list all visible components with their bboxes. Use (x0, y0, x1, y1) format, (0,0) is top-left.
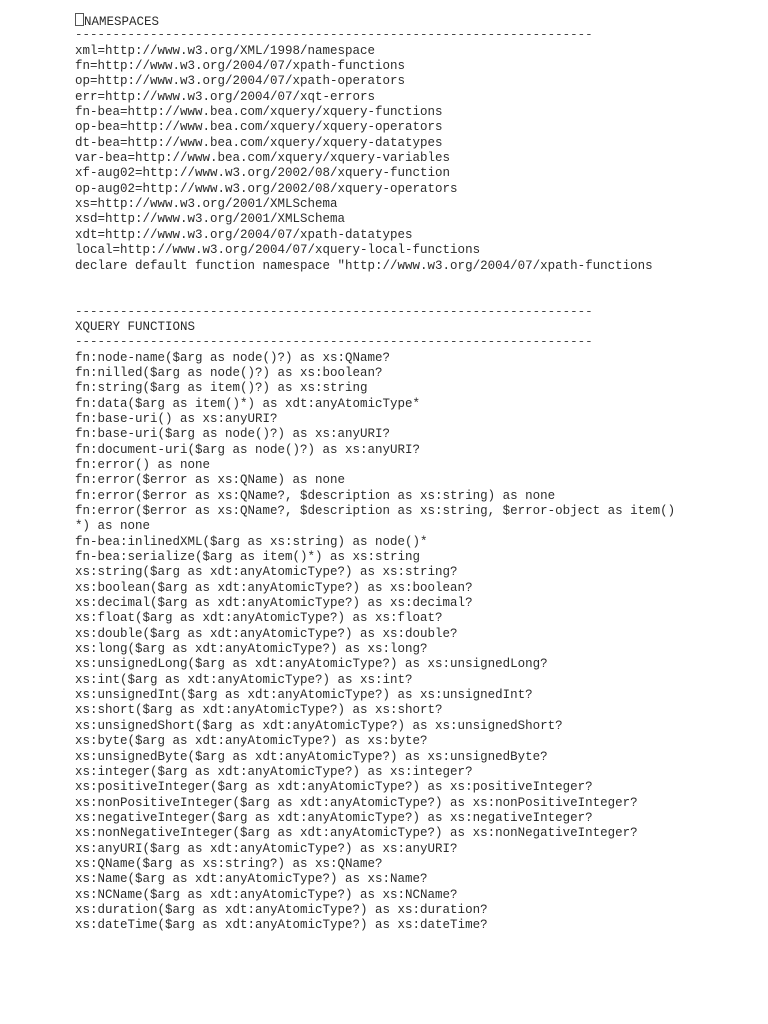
function-signature-line: xs:NCName($arg as xdt:anyAtomicType?) as xs:NCName? (75, 887, 458, 902)
namespace-line: xdt=http://www.w3.org/2004/07/xpath-datatypes (75, 227, 413, 242)
function-signature-line: xs:nonNegativeInteger($arg as xdt:anyAtomicType?) as xs:nonNegativeInteger? (75, 826, 638, 841)
namespace-line: var-bea=http://www.bea.com/xquery/xquery-variables (75, 151, 451, 166)
function-signature-line: fn:string($arg as item()?) as xs:string (75, 381, 368, 396)
function-signature-line: fn:error($error as xs:QName?, $description as xs:string, $error-object as item() (75, 504, 676, 518)
namespace-line: xml=http://www.w3.org/XML/1998/namespace (75, 43, 376, 58)
function-signature-line: fn-bea:inlinedXML($arg as xs:string) as node()* (75, 534, 428, 549)
namespaces-title: NAMESPACES (84, 15, 160, 29)
function-signature-line: fn:document-uri($arg as node()?) as xs:anyURI? (75, 442, 421, 457)
function-signature-line: xs:duration($arg as xdt:anyAtomicType?) as xs:duration? (75, 902, 488, 917)
namespaces-heading (75, 13, 755, 28)
function-signature-line: xs:Name($arg as xdt:anyAtomicType?) as xs:Name? (75, 872, 428, 887)
namespace-line: op-aug02=http://www.w3.org/2002/08/xquery-operators (75, 181, 458, 196)
namespace-line: dt-bea=http://www.bea.com/xquery/xquery-datatypes (75, 135, 443, 150)
function-signature-line: xs:short($arg as xdt:anyAtomicType?) as xs:short? (75, 703, 443, 718)
functions-divider-top: --------------------------------------------------------------------- (75, 304, 593, 319)
function-signature-line: xs:unsignedShort($arg as xdt:anyAtomicType?) as xs:unsignedShort? (75, 718, 563, 733)
namespace-line: fn-bea=http://www.bea.com/xquery/xquery-functions (75, 105, 443, 120)
namespace-line: xf-aug02=http://www.w3.org/2002/08/xquery-function (75, 166, 451, 181)
function-signature-line: fn:error($error as xs:QName) as none (75, 473, 346, 488)
namespaces-divider: --------------------------------------------------------------------- (75, 28, 593, 43)
function-signature-line: xs:byte($arg as xdt:anyAtomicType?) as xs:byte? (75, 734, 428, 749)
namespace-line: local=http://www.w3.org/2004/07/xquery-local-functions (75, 243, 481, 258)
function-signature-line: xs:decimal($arg as xdt:anyAtomicType?) as xs:decimal? (75, 596, 473, 611)
function-signature-line: xs:unsignedInt($arg as xdt:anyAtomicType?) as xs:unsignedInt? (75, 688, 533, 703)
function-signature-line: xs:integer($arg as xdt:anyAtomicType?) as xs:integer? (75, 764, 473, 779)
functions-divider-bottom: --------------------------------------------------------------------- (75, 335, 593, 350)
namespace-list (75, 44, 755, 274)
function-signature-line: *) as none (75, 519, 151, 534)
function-signature-line: xs:int($arg as xdt:anyAtomicType?) as xs:int? (75, 672, 413, 687)
function-signature-line: xs:unsignedLong($arg as xdt:anyAtomicType?) as xs:unsignedLong? (75, 657, 548, 672)
function-signature-line: xs:anyURI($arg as xdt:anyAtomicType?) as xs:anyURI? (75, 841, 458, 856)
function-signature-line: xs:string($arg as xdt:anyAtomicType?) as xs:string? (75, 565, 458, 580)
function-signature-line: xs:boolean($arg as xdt:anyAtomicType?) as xs:boolean? (75, 580, 473, 595)
namespace-line: xs=http://www.w3.org/2001/XMLSchema (75, 197, 338, 212)
function-signature-line: xs:dateTime($arg as xdt:anyAtomicType?) as xs:dateTime? (75, 918, 488, 933)
function-signature-line: xs:negativeInteger($arg as xdt:anyAtomicType?) as xs:negativeInteger? (75, 810, 593, 825)
document-page (75, 13, 755, 934)
function-signature-line: fn:error() as none (75, 457, 211, 472)
function-signature-line: fn:data($arg as item()*) as xdt:anyAtomicType* (75, 396, 421, 411)
namespace-line: err=http://www.w3.org/2004/07/xqt-errors (75, 89, 376, 104)
functions-title: XQUERY FUNCTIONS (75, 319, 196, 334)
function-signature-line: xs:nonPositiveInteger($arg as xdt:anyAtomicType?) as xs:nonPositiveInteger? (75, 795, 638, 810)
namespace-line: op-bea=http://www.bea.com/xquery/xquery-operators (75, 120, 443, 135)
function-signature-line: fn:node-name($arg as node()?) as xs:QName? (75, 350, 391, 365)
function-signature-line: fn:error($error as xs:QName?, $description as xs:string) as none (75, 488, 556, 503)
namespace-line: op=http://www.w3.org/2004/07/xpath-operators (75, 74, 406, 89)
function-list (75, 351, 755, 934)
function-signature-line: xs:QName($arg as xs:string?) as xs:QName? (75, 856, 383, 871)
namespace-line: xsd=http://www.w3.org/2001/XMLSchema (75, 212, 346, 227)
function-signature-line: fn-bea:serialize($arg as item()*) as xs:string (75, 550, 421, 565)
function-signature-line: xs:double($arg as xdt:anyAtomicType?) as xs:double? (75, 626, 458, 641)
function-signature-line: fn:base-uri() as xs:anyURI? (75, 411, 278, 426)
function-signature-line: xs:float($arg as xdt:anyAtomicType?) as xs:float? (75, 611, 443, 626)
section-spacer (75, 274, 755, 305)
namespace-line: fn=http://www.w3.org/2004/07/xpath-functions (75, 59, 406, 74)
function-signature-line: xs:positiveInteger($arg as xdt:anyAtomicType?) as xs:positiveInteger? (75, 780, 593, 795)
function-signature-line: fn:nilled($arg as node()?) as xs:boolean? (75, 365, 383, 380)
function-signature-line: xs:unsignedByte($arg as xdt:anyAtomicType?) as xs:unsignedByte? (75, 749, 548, 764)
namespace-line: declare default function namespace "http://www.w3.org/2004/07/xpath-functions (75, 258, 653, 273)
function-signature-line: fn:base-uri($arg as node()?) as xs:anyURI? (75, 427, 391, 442)
missing-glyph-icon (75, 13, 84, 26)
function-signature-line: xs:long($arg as xdt:anyAtomicType?) as xs:long? (75, 642, 428, 657)
